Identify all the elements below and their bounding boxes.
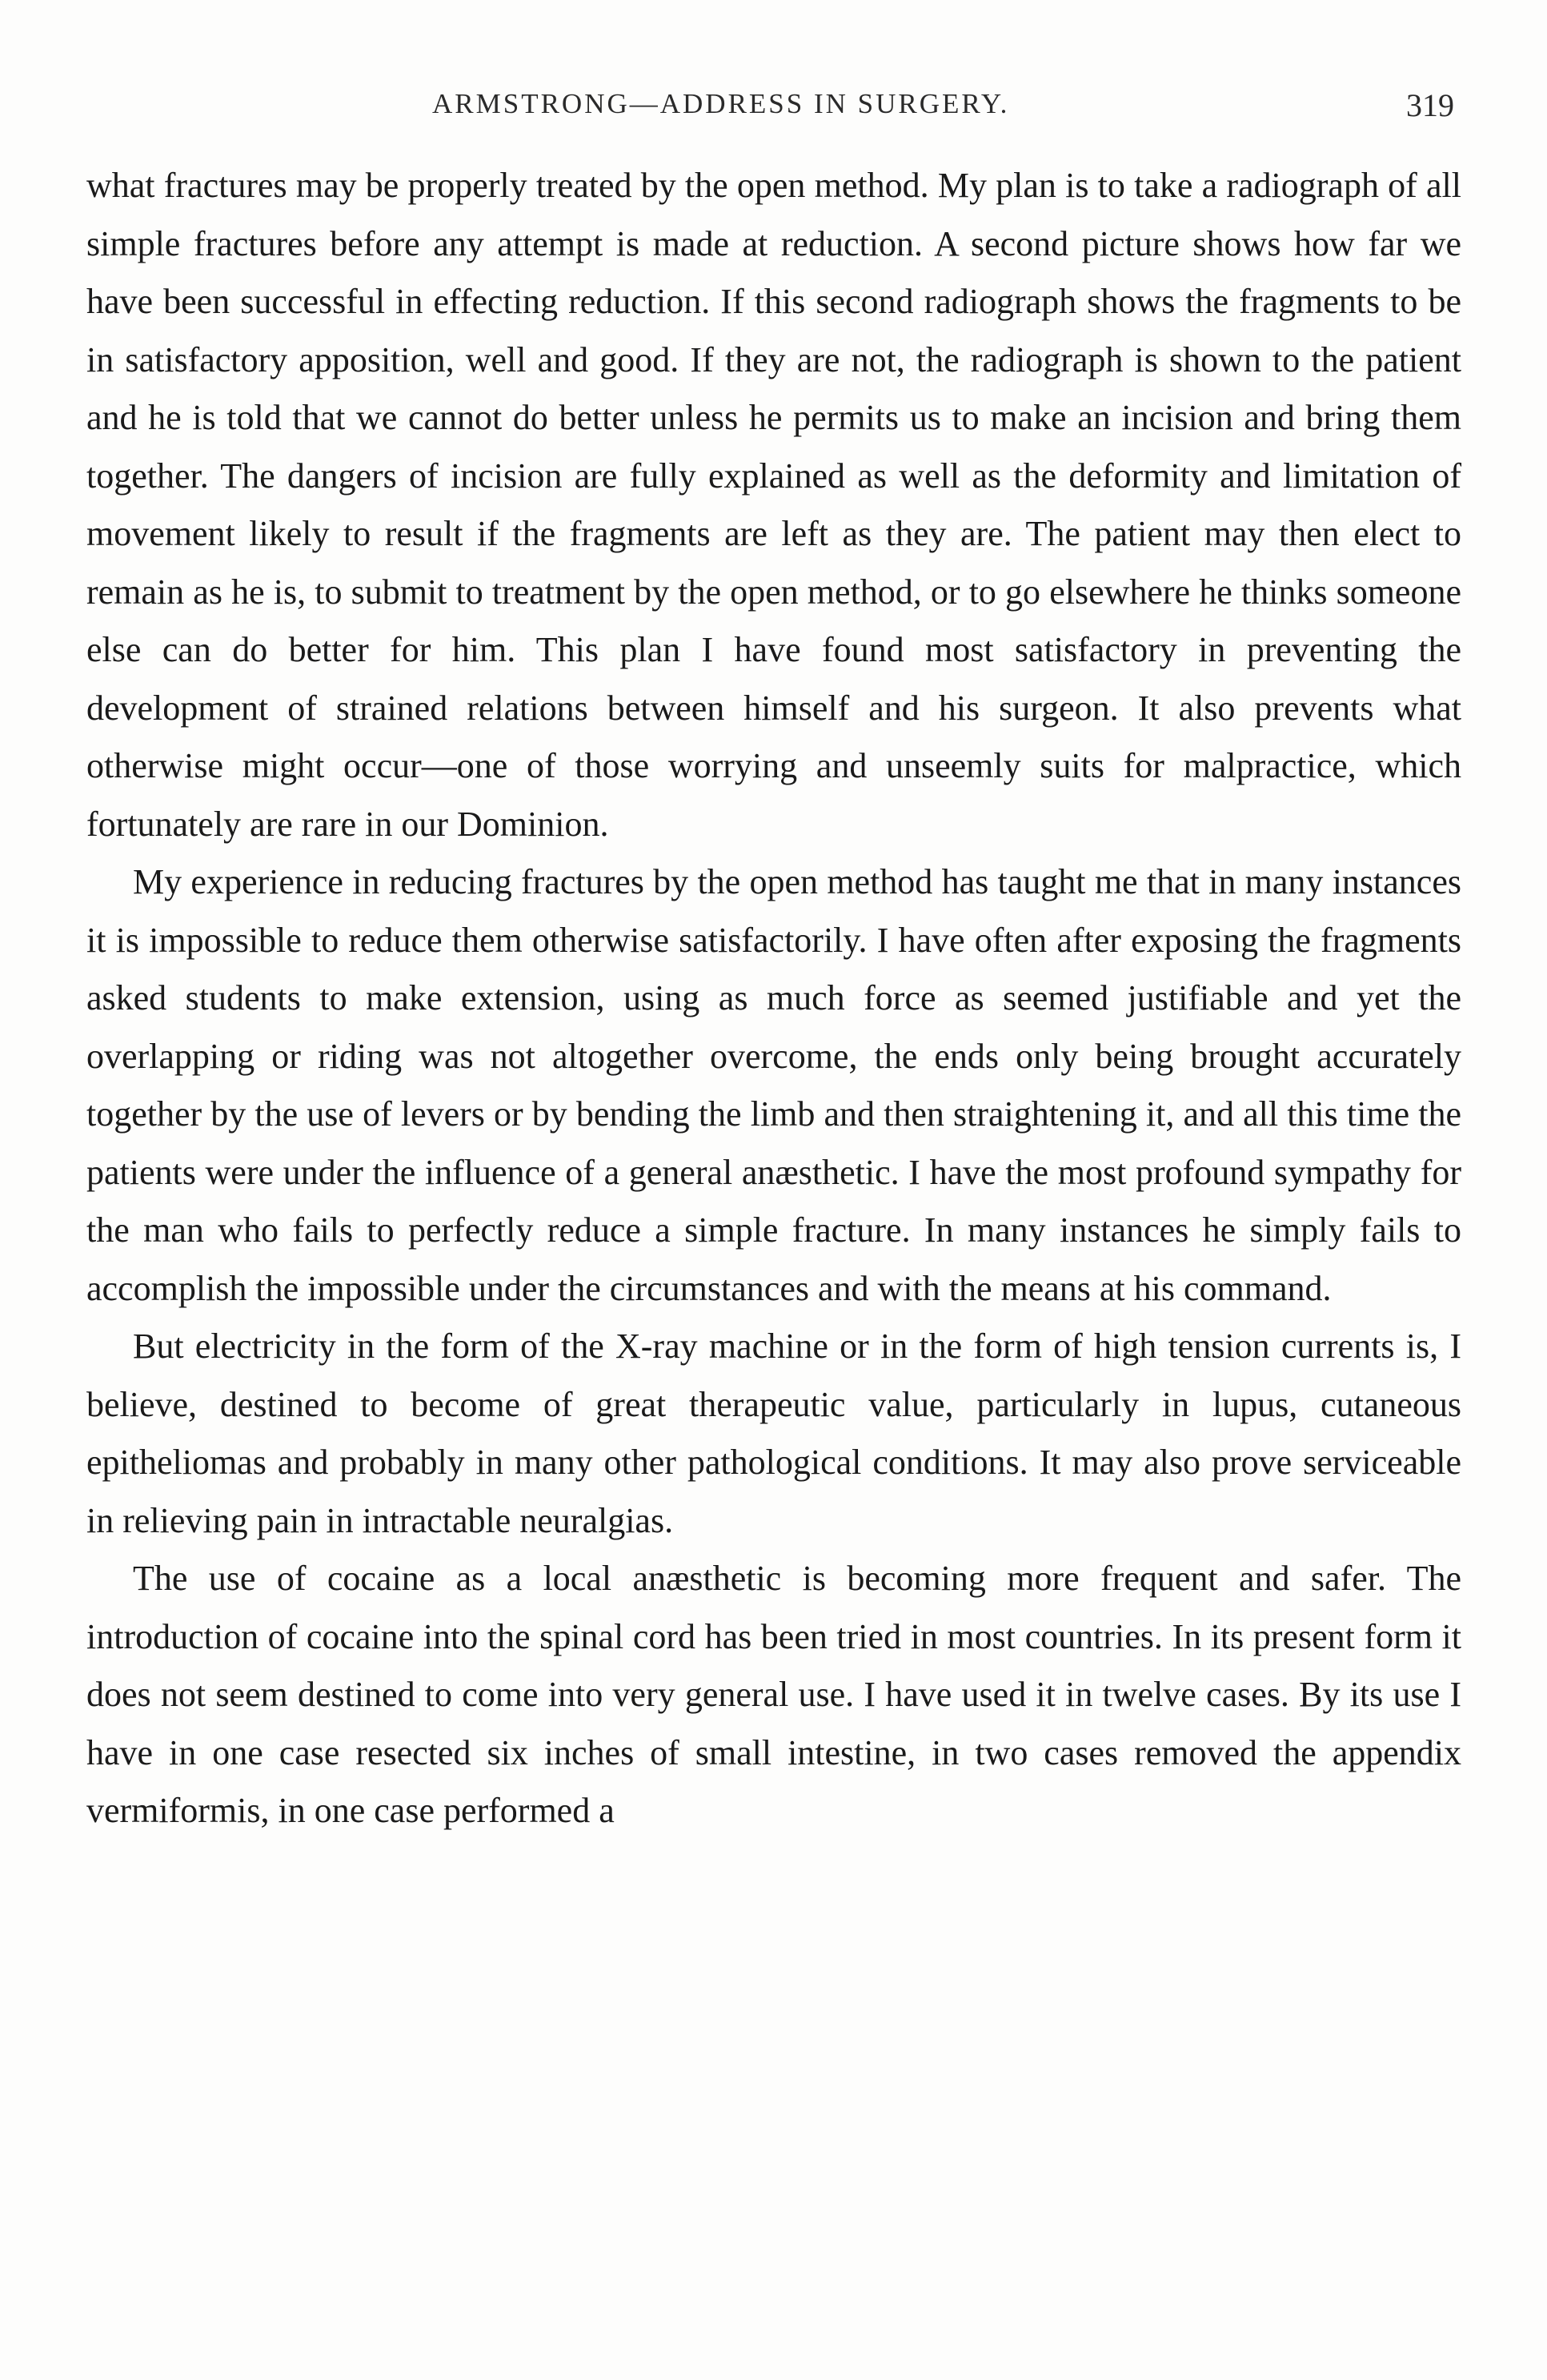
running-head: [88, 72, 1459, 123]
paragraph-fracture-radiograph: what fractures may be properly treated by the open method. My plan is to take a radiograph of all simple fractures before any attempt is made at reduction. A second picture shows how far we have been successful in effecting reduction. If this second radiograph shows the fragments to be in satisfactory apposition, well and good. If they are not, the radiograph is shown to the patient and he is told that we cannot do better unless he permits us to make an incision and bring them together. The dangers of incision are fully explained as well as the deformity and limitation of movement likely to result if the fragments are left as they are. The patient may then elect to remain as he is, to submit to treatment by the open method, or to go elsewhere he thinks someone else can do better for him. This plan I have found most satisfactory in preventing the development of strained relations between himself and his surgeon. It also prevents what otherwise might occur—one of those worrying and unseemly suits for malpractice, which fortunately are rare in our Dominion.: [86, 166, 1461, 844]
paragraph-cocaine-anaesthetic: The use of cocaine as a local anæsthetic is becoming more frequent and safer. The introduction of cocaine into the spinal cord has been tried in most countries. In its present form it does not seem destined to come into very general use. I have used it in twelve cases. By its use I have in one case resected six inches of small intestine, in two cases removed the appendix vermiformis, in one case performed a: [86, 1559, 1461, 1830]
running-title: ARMSTRONG—ADDRESS IN SURGERY.: [432, 88, 1010, 119]
paragraph-open-method-experience: My experience in reducing fractures by the open method has taught me that in many instances it is impossible to reduce them otherwise satisfactorily. I have often after exposing the fragments asked students to make extension, using as much force as seemed justifiable and yet the overlapping or riding was not altogether overcome, the ends only being brought accurately together by the use of levers or by bending the limb and then straightening it, and all this time the patients were under the influence of a general anæsthetic. I have the most profound sympathy for the man who fails to perfectly reduce a simple fracture. In many instances he simply fails to accomplish the impossible under the circumstances and with the means at his command.: [86, 862, 1461, 1308]
paragraph-electricity: But electricity in the form of the X-ray machine or in the form of high tension currents is, I believe, destined to become of great therapeutic value, particularly in lupus, cutaneous epitheliomas and probably in many other pathological conditions. It may also prove serviceable in relieving pain in intractable neuralgias.: [86, 1326, 1461, 1540]
body-text: [86, 157, 1461, 1840]
page-number: 319: [1406, 87, 1454, 123]
